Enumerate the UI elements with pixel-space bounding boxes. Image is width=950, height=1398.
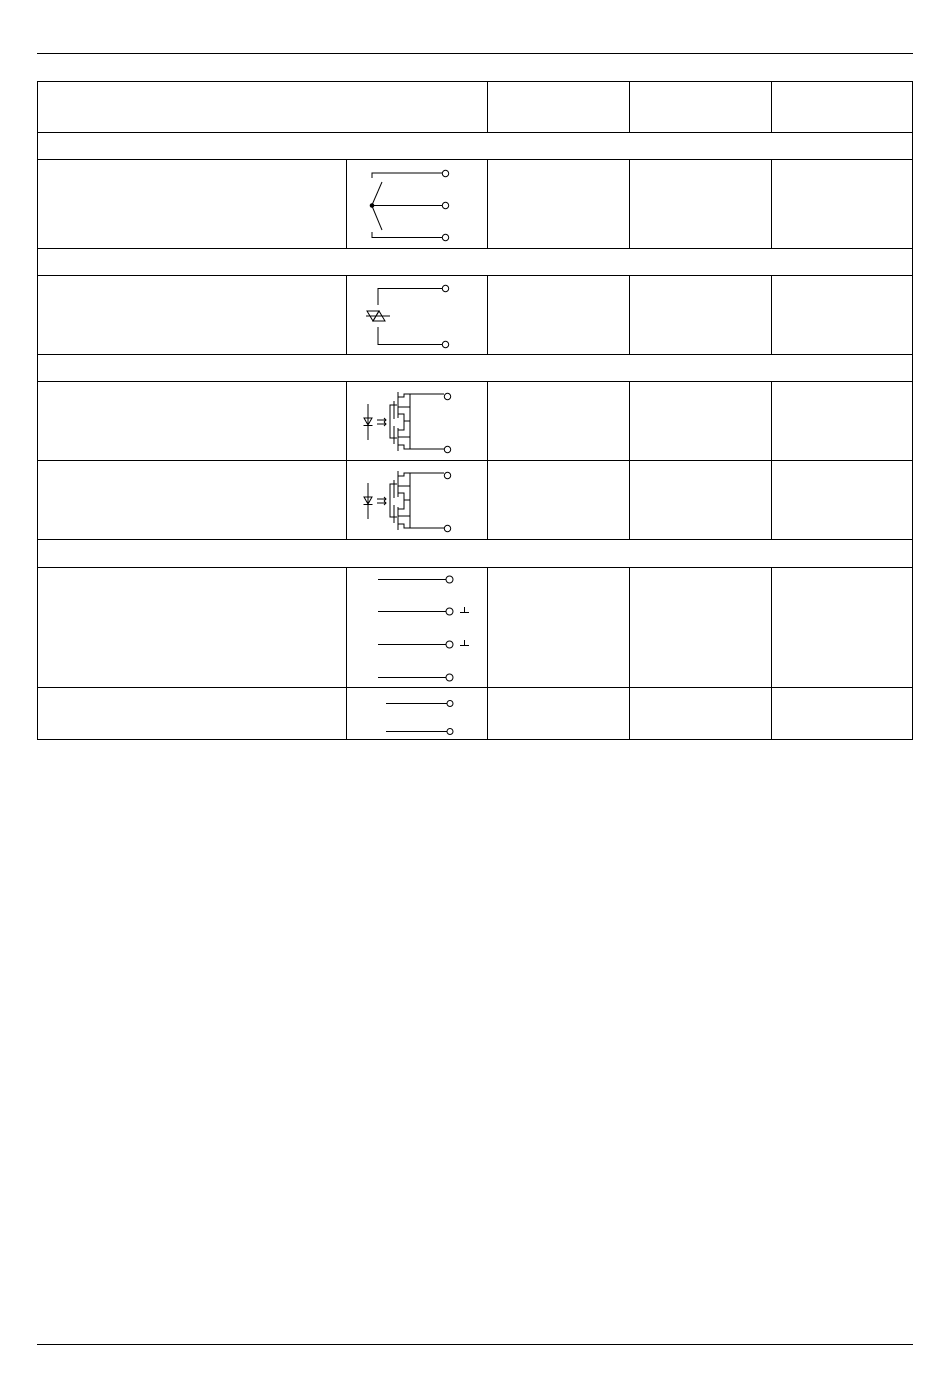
triac-output-symbol — [366, 285, 449, 347]
photomos-output-symbol — [364, 392, 451, 453]
spdt-relay-contact-symbol — [370, 170, 448, 240]
table-grid — [38, 82, 913, 740]
two-terminal-output-symbol — [386, 701, 453, 735]
footer-rule — [37, 1344, 913, 1345]
four-terminal-output-symbol — [378, 576, 469, 681]
photomos-output-symbol — [364, 471, 451, 532]
